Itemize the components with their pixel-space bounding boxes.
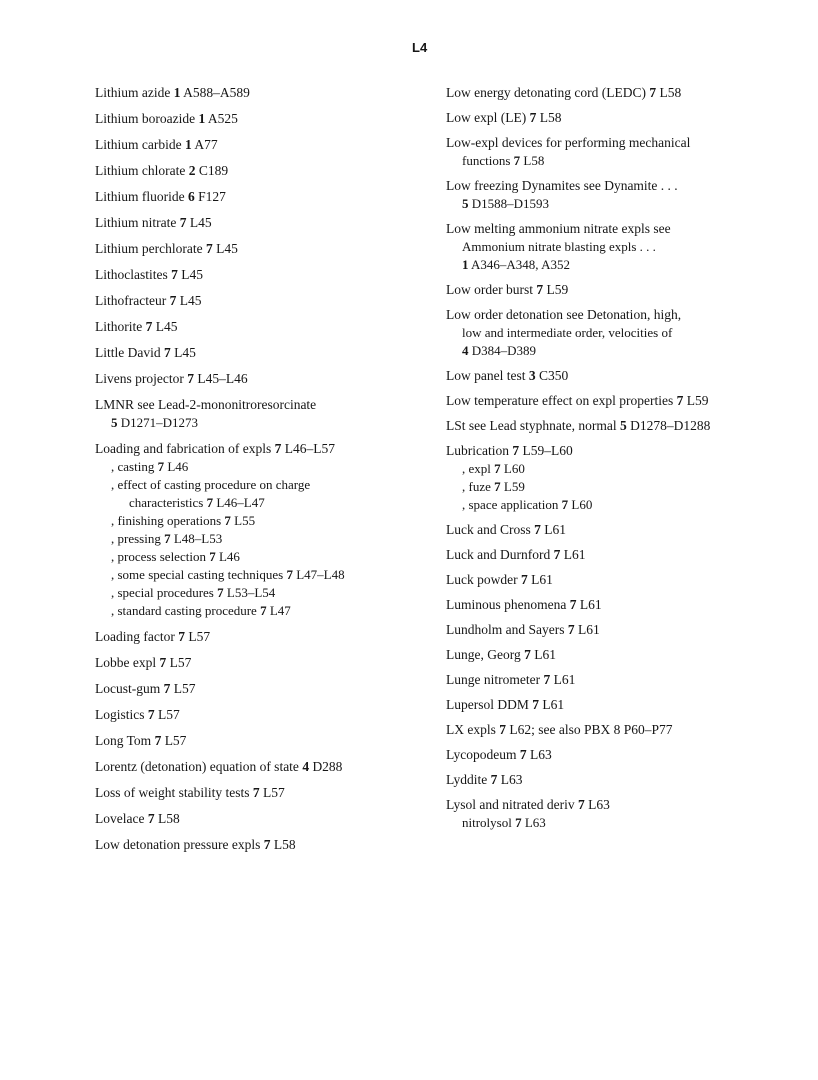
page-reference: L61	[527, 572, 553, 587]
volume-number: 7	[567, 622, 575, 637]
term-text: Low panel test	[446, 368, 529, 383]
page-reference: L61	[550, 672, 576, 687]
volume-number: 7	[209, 549, 216, 564]
index-entry	[446, 521, 786, 539]
index-term	[95, 136, 435, 154]
page-reference: L45	[186, 215, 212, 230]
term-text: Lorentz (detonation) equation of state	[95, 759, 303, 774]
volume-number: 7	[534, 522, 541, 537]
term-text: Low freezing Dynamites see Dynamite . . .	[446, 178, 678, 193]
index-term	[95, 396, 435, 414]
index-entry	[446, 746, 786, 764]
index-subterm	[95, 458, 435, 476]
index-subterm	[95, 512, 435, 530]
index-subterm	[446, 496, 786, 514]
index-column-left	[95, 84, 435, 862]
term-text: nitrolysol	[462, 815, 516, 830]
term-text: Luck powder	[446, 572, 521, 587]
index-term	[95, 162, 435, 180]
term-text: Low temperature effect on expl properties	[446, 393, 677, 408]
term-text: LMNR see Lead-2-mononitroresorcinate	[95, 397, 317, 412]
volume-number: 7	[147, 707, 155, 722]
index-term	[95, 188, 435, 206]
volume-number: 7	[543, 672, 551, 687]
index-term	[95, 318, 435, 336]
index-term	[95, 440, 435, 458]
volume-number: 3	[528, 368, 536, 383]
index-entry	[446, 596, 786, 614]
index-entry	[95, 370, 435, 388]
index-subterm	[446, 814, 786, 832]
volume-number: 5	[619, 418, 627, 433]
volume-number: 7	[524, 647, 531, 662]
term-text: , process selection	[111, 549, 210, 564]
volume-number: 7	[205, 241, 213, 256]
page-reference: L61	[560, 547, 586, 562]
index-entry	[95, 654, 435, 672]
index-entry	[446, 109, 786, 127]
page-reference: L45–L46	[193, 371, 248, 386]
index-entry	[446, 220, 786, 274]
index-entry	[446, 721, 786, 739]
index-term	[446, 621, 786, 639]
volume-number: 7	[553, 547, 561, 562]
index-entry	[95, 836, 435, 854]
term-text: Loss of weight stability tests	[95, 785, 253, 800]
term-text: Lithium nitrate	[95, 215, 180, 230]
page-reference: L61	[539, 697, 565, 712]
index-entry	[95, 732, 435, 750]
term-text: Lysol and nitrated deriv	[446, 797, 578, 812]
term-text: Lupersol DDM	[446, 697, 533, 712]
index-entry	[95, 136, 435, 154]
page-reference: L58	[536, 110, 562, 125]
index-term	[446, 281, 786, 299]
page-reference: L46	[164, 459, 189, 474]
page-reference: D1271–D1273	[117, 415, 199, 430]
term-text: Low melting ammonium nitrate expls see	[446, 221, 671, 236]
index-term	[446, 571, 786, 589]
term-text: LSt see Lead styphnate, normal	[446, 418, 620, 433]
index-entry	[95, 680, 435, 698]
index-term	[95, 732, 435, 750]
page-reference: L53–L54	[223, 585, 276, 600]
page-reference: L63	[526, 747, 552, 762]
term-text: Long Tom	[95, 733, 155, 748]
volume-number: 7	[519, 747, 527, 762]
index-entry	[446, 281, 786, 299]
index-subterm	[446, 195, 786, 213]
page-reference: L63	[584, 797, 610, 812]
index-entry	[95, 292, 435, 310]
index-term	[446, 546, 786, 564]
page-reference: L63	[521, 815, 546, 830]
page-reference: L46–L47	[213, 495, 265, 510]
page-reference: L45	[176, 293, 202, 308]
volume-number: 7	[147, 811, 155, 826]
volume-number: 7	[164, 531, 171, 546]
volume-number: 5	[462, 196, 469, 211]
page-reference: L57	[161, 733, 187, 748]
page-reference: L46	[215, 549, 240, 564]
page-reference: D384–D389	[468, 343, 537, 358]
volume-number: 1	[462, 257, 469, 272]
volume-number: 7	[561, 497, 569, 512]
term-text: Lovelace	[95, 811, 148, 826]
term-text: Livens projector	[95, 371, 188, 386]
index-term	[95, 680, 435, 698]
term-text: Luck and Durnford	[446, 547, 554, 562]
index-entry	[95, 318, 435, 336]
term-text: Lundholm and Sayers	[446, 622, 568, 637]
page-number: L4	[412, 40, 428, 55]
page-reference: L47–L48	[292, 567, 345, 582]
index-entry	[95, 84, 435, 102]
index-entry	[95, 266, 435, 284]
index-term	[446, 521, 786, 539]
term-text: Low detonation pressure expls	[95, 837, 264, 852]
index-entry	[95, 396, 435, 432]
index-subterm	[95, 566, 435, 584]
index-entry	[95, 214, 435, 232]
index-term	[95, 706, 435, 724]
volume-number: 2	[188, 163, 196, 178]
term-text: Lithium azide	[95, 85, 174, 100]
index-term	[95, 84, 435, 102]
term-text: Lycopodeum	[446, 747, 520, 762]
page-reference: A77	[191, 137, 218, 152]
volume-number: 7	[178, 629, 185, 644]
index-subterm	[95, 584, 435, 602]
index-term	[446, 417, 786, 435]
term-text: , some special casting techniques	[111, 567, 287, 582]
term-text: Ammonium nitrate blasting expls . . .	[462, 239, 656, 254]
index-term	[446, 796, 786, 814]
index-entry	[446, 571, 786, 589]
term-text: low and intermediate order, velocities of	[462, 325, 673, 340]
term-text: functions	[462, 153, 514, 168]
term-text: Lithorite	[95, 319, 146, 334]
index-term	[446, 596, 786, 614]
index-entry	[95, 188, 435, 206]
index-entry	[446, 367, 786, 385]
index-subterm	[95, 494, 435, 512]
index-term	[446, 746, 786, 764]
term-text: Locust-gum	[95, 681, 164, 696]
volume-number: 7	[649, 85, 657, 100]
page-reference: L61	[530, 647, 556, 662]
index-subterm	[95, 530, 435, 548]
term-text: , special procedures	[111, 585, 218, 600]
index-term	[446, 646, 786, 664]
index-term	[446, 306, 786, 324]
volume-number: 7	[171, 267, 178, 282]
index-entry	[446, 546, 786, 564]
term-text: Lunge, Georg	[446, 647, 525, 662]
index-entry	[95, 110, 435, 128]
index-term	[95, 758, 435, 776]
index-entry	[446, 646, 786, 664]
page-reference: L57	[259, 785, 285, 800]
index-entry	[95, 344, 435, 362]
term-text: Luck and Cross	[446, 522, 535, 537]
page-reference: L62; see also PBX 8 P60–P77	[506, 722, 673, 737]
volume-number: 1	[198, 111, 206, 126]
volume-number: 7	[179, 215, 187, 230]
index-term	[95, 784, 435, 802]
volume-number: 7	[159, 655, 167, 670]
index-term	[95, 266, 435, 284]
page-reference: L59	[543, 282, 569, 297]
term-text: Lunge nitrometer	[446, 672, 544, 687]
term-text: Lubrication	[446, 443, 513, 458]
index-subterm	[446, 324, 786, 342]
volume-number: 7	[260, 603, 267, 618]
index-term	[95, 810, 435, 828]
index-subterm	[446, 152, 786, 170]
page-reference: L58	[270, 837, 296, 852]
index-entry	[446, 306, 786, 360]
volume-number: 7	[263, 837, 271, 852]
term-text: Lithium carbide	[95, 137, 185, 152]
index-subterm	[95, 476, 435, 494]
volume-number: 7	[676, 393, 684, 408]
index-term	[95, 292, 435, 310]
term-text: Lithoclastites	[95, 267, 172, 282]
index-subterm	[95, 414, 435, 432]
index-term	[446, 442, 786, 460]
index-term	[95, 240, 435, 258]
page-reference: L61	[540, 522, 566, 537]
index-term	[95, 628, 435, 646]
page-reference: L45	[152, 319, 178, 334]
page-reference: C350	[535, 368, 569, 383]
term-text: Little David	[95, 345, 164, 360]
index-entry	[95, 628, 435, 646]
term-text: Low energy detonating cord (LEDC)	[446, 85, 650, 100]
page-reference: L58	[656, 85, 682, 100]
index-term	[95, 344, 435, 362]
volume-number: 4	[302, 759, 310, 774]
term-text: LX expls	[446, 722, 500, 737]
volume-number: 7	[520, 572, 528, 587]
volume-number: 7	[217, 585, 224, 600]
page-reference: L59	[683, 393, 709, 408]
term-text: Lyddite	[446, 772, 491, 787]
page-reference: L58	[154, 811, 180, 826]
index-entry	[95, 706, 435, 724]
index-subterm	[95, 548, 435, 566]
page-reference: A525	[205, 111, 238, 126]
index-term	[446, 220, 786, 238]
term-text: Loading and fabrication of expls	[95, 441, 275, 456]
index-term	[446, 84, 786, 102]
volume-number: 7	[494, 461, 501, 476]
term-text: Low order detonation see Detonation, high,	[446, 307, 682, 322]
page-reference: L47	[266, 603, 291, 618]
index-term	[95, 654, 435, 672]
volume-number: 7	[169, 293, 177, 308]
index-entry	[95, 810, 435, 828]
index-term	[95, 836, 435, 854]
term-text: Logistics	[95, 707, 148, 722]
page-reference: F127	[194, 189, 226, 204]
index-entry	[446, 696, 786, 714]
volume-number: 7	[206, 495, 214, 510]
page-reference: L45	[212, 241, 238, 256]
index-term	[446, 177, 786, 195]
index-entry	[95, 240, 435, 258]
index-term	[446, 109, 786, 127]
term-text: Lithium perchlorate	[95, 241, 206, 256]
volume-number: 7	[157, 459, 165, 474]
index-entry	[446, 671, 786, 689]
page-reference: L45	[177, 267, 203, 282]
term-text: , fuze	[462, 479, 495, 494]
term-text: , standard casting procedure	[111, 603, 261, 618]
volume-number: 7	[532, 697, 539, 712]
page-reference: L59–L60	[519, 443, 573, 458]
term-text: , finishing operations	[111, 513, 225, 528]
index-term	[446, 134, 786, 152]
page-reference: L46–L57	[281, 441, 335, 456]
index-term	[446, 367, 786, 385]
volume-number: 7	[163, 345, 171, 360]
index-subterm	[446, 256, 786, 274]
page-reference: L57	[166, 655, 192, 670]
volume-number: 7	[577, 797, 585, 812]
index-subterm	[446, 342, 786, 360]
index-term	[446, 721, 786, 739]
term-text: Loading factor	[95, 629, 179, 644]
volume-number: 7	[529, 110, 537, 125]
page-reference: L61	[574, 622, 600, 637]
term-text: Lithofracteur	[95, 293, 170, 308]
index-entry	[446, 84, 786, 102]
index-term	[95, 214, 435, 232]
volume-number: 1	[173, 85, 181, 100]
index-entry	[446, 771, 786, 789]
page-reference: D1588–D1593	[468, 196, 550, 211]
term-text: characteristics	[129, 495, 207, 510]
index-entry	[446, 392, 786, 410]
volume-number: 7	[569, 597, 577, 612]
volume-number: 1	[184, 137, 192, 152]
index-entry	[95, 162, 435, 180]
volume-number: 6	[187, 189, 195, 204]
term-text: Low expl (LE)	[446, 110, 530, 125]
volume-number: 7	[286, 567, 293, 582]
index-term	[446, 392, 786, 410]
volume-number: 5	[111, 415, 118, 430]
index-term	[446, 696, 786, 714]
index-subterm	[446, 478, 786, 496]
page-reference: L45	[170, 345, 196, 360]
page-reference: A588–A589	[180, 85, 250, 100]
volume-number: 7	[187, 371, 194, 386]
index-term	[95, 370, 435, 388]
index-term	[95, 110, 435, 128]
index-entry	[446, 417, 786, 435]
volume-number: 7	[494, 479, 501, 494]
index-entry	[95, 440, 435, 620]
volume-number: 7	[490, 772, 498, 787]
index-entry	[446, 177, 786, 213]
index-subterm	[446, 238, 786, 256]
volume-number: 7	[512, 443, 520, 458]
term-text: Lithium fluoride	[95, 189, 188, 204]
index-column-right	[446, 84, 786, 839]
volume-number: 7	[145, 319, 153, 334]
term-text: Low order burst	[446, 282, 537, 297]
term-text: , expl	[462, 461, 495, 476]
term-text: Lobbe expl	[95, 655, 160, 670]
page-reference: D1278–D1288	[626, 418, 711, 433]
term-text: Low-expl devices for performing mechanical	[446, 135, 691, 150]
term-text: , effect of casting procedure on charge	[111, 477, 311, 492]
page-reference: L60	[568, 497, 593, 512]
term-text: Luminous phenomena	[446, 597, 570, 612]
volume-number: 7	[154, 733, 162, 748]
page-reference: L63	[497, 772, 523, 787]
page-reference: L59	[500, 479, 525, 494]
volume-number: 7	[274, 441, 282, 456]
index-entry	[95, 758, 435, 776]
term-text: Lithium boroazide	[95, 111, 199, 126]
page-reference: L58	[520, 153, 545, 168]
index-subterm	[446, 460, 786, 478]
page-reference: L57	[184, 629, 211, 644]
page-reference: D288	[309, 759, 343, 774]
index-term	[446, 671, 786, 689]
page-reference: L60	[500, 461, 525, 476]
index-subterm	[95, 602, 435, 620]
page-reference: L57	[170, 681, 196, 696]
page-reference: L48–L53	[170, 531, 223, 546]
volume-number: 7	[515, 815, 522, 830]
volume-number: 7	[499, 722, 506, 737]
volume-number: 7	[163, 681, 171, 696]
index-entry	[446, 134, 786, 170]
volume-number: 7	[252, 785, 260, 800]
volume-number: 4	[462, 343, 469, 358]
page-reference: L61	[576, 597, 602, 612]
page-reference: A346–A348, A352	[468, 257, 570, 272]
term-text: , casting	[111, 459, 158, 474]
index-term	[446, 771, 786, 789]
volume-number: 7	[536, 282, 544, 297]
term-text: , space application	[462, 497, 562, 512]
volume-number: 7	[513, 153, 521, 168]
term-text: Lithium chlorate	[95, 163, 189, 178]
index-entry	[446, 621, 786, 639]
page-reference: L57	[154, 707, 180, 722]
page-reference: C189	[195, 163, 229, 178]
page-reference: L55	[230, 513, 256, 528]
volume-number: 7	[224, 513, 231, 528]
index-entry	[95, 784, 435, 802]
index-entry	[446, 796, 786, 832]
term-text: , pressing	[111, 531, 165, 546]
index-entry	[446, 442, 786, 514]
